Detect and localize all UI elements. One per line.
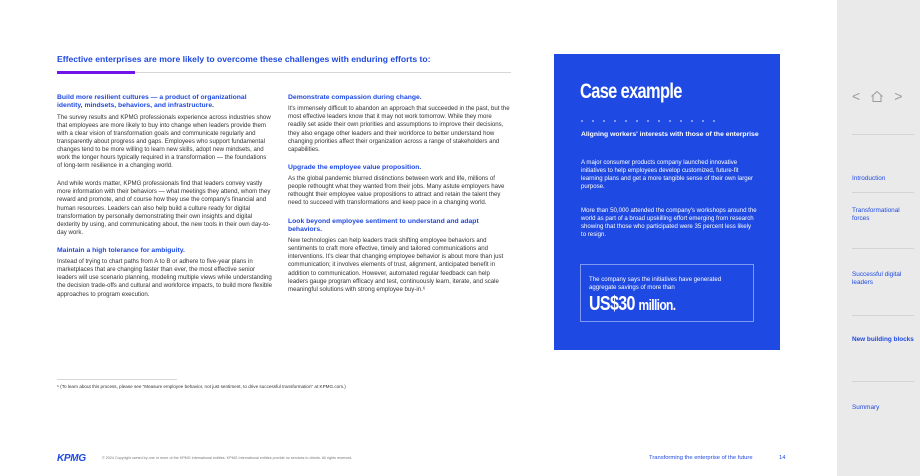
section-heading: Maintain a high tolerance for ambiguity. [57,246,185,254]
sidebar-divider [852,134,914,135]
savings-text: The company says the initiatives have generated aggregate savings of more than [589,276,722,292]
section-employee-sentiment [288,218,510,294]
sidebar-item-successful-digital-leaders[interactable]: Successful digital leaders [852,271,902,286]
savings-amount-unit: million. [638,297,676,314]
body-paragraph: The survey results and KPMG professionals experience across industries show that employees are more likely to buy into change when leaders provide them with a clear vision of transformation goals and communicate regularly and transparently about progress and gaps. Employees who support fundamental changes tend to be more willing to learn new skills, adopt new mindsets, and work the longer hours typically required in a transformation — the foundations of long-term resilience in a changing world. [57,113,271,170]
footnote-rule [57,379,177,380]
sidebar-item-new-building-blocks[interactable]: New building blocks [852,336,914,343]
case-paragraph: A major consumer products company launched innovative initiatives to help employees develop customized, future-fit learning plans and get a more tangible sense of their own larger purpose. [581,159,754,191]
section-value-proposition [288,164,510,208]
body-paragraph: And while words matter, KPMG professionals find that leaders convey vastly more information with their behaviors — what meetings they attend, whom they reward and promote, and of course how they use the company's financial and human resources. Leaders can also help build a culture ready for digital transformation by personally demonstrating their own insights and digital dexterity by using, and communicating about, the new tools in their own day-to-day work. [57,180,271,236]
sidebar-divider [852,381,914,382]
copyright-text: © 2024 Copyright owned by one or more of the KPMG International entities. KPMG International entities provide no services to clients. All rights reserved. [102,456,353,460]
savings-amount [589,293,675,316]
sidebar-divider [852,315,914,316]
page-title: Effective enterprises are more likely to overcome these challenges with enduring efforts to: [57,54,431,64]
body-paragraph: Instead of trying to chart paths from A to B or adhere to five-year plans in marketplaces that are changing faster than ever, the most effective senior leaders will use scenario planning, modeling multiple views while understanding the decision trade-offs and cultural and workforce impacts, to build more flexible approaches to program execution. [57,258,272,298]
case-example-subtitle: Aligning workers' interests with those of the enterprise [581,131,759,138]
home-icon[interactable] [870,90,884,103]
section-compassion [288,94,510,154]
section-heading: Build more resilient cultures — a product of organizational identity, mindsets, behaviors, and infrastructure. [57,94,247,110]
sidebar-nav [837,0,920,476]
left-column [57,94,273,309]
section-heading: Demonstrate compassion during change. [288,94,422,101]
kpmg-logo: KPMG [57,453,86,464]
sidebar-divider [852,192,914,193]
case-paragraph: More than 50,000 attended the company's workshops around the world as part of a broad upskilling effort emerging from research showing that those who participated were 35 percent less likely to resign. [581,207,757,239]
savings-callout [580,264,754,322]
case-example-panel [554,54,780,350]
sidebar-item-introduction[interactable]: Introduction [852,175,886,182]
body-paragraph: It's immensely difficult to abandon an approach that succeeded in the past, but the most effective leaders know that it may not work tomorrow. While they more readily set aside their own priorities and assumptions to improve their decisions, they also engage other leaders and their workforce to better understand how changing priorities affect their organization across a range of stakeholders and capabilities. [288,105,510,153]
body-paragraph: New technologies can help leaders track shifting employee behaviors and sentiments to craft more effective, timely and tailored communications and interventions. It's clear that changing employee behavior is about more than just communication; it involves elements of trust, alignment, anticipated benefit in addition to communication. However, automated regular feedback can help leaders gauge program efficacy and test, continuously learn, iterate, and scale meaningful solutions with strong employee buy-in.⁶ [288,237,504,293]
page-number: 14 [779,455,786,461]
footnote: ⁶ (To learn about this process, please see "Measure employee behavior, not just sentiment, to drive successful transformation" at KPMG.com.) [57,384,346,389]
sidebar-divider [852,248,914,249]
title-accent-bar [57,71,135,74]
sidebar-item-transformational-forces[interactable]: Transformational forces [852,207,900,222]
middle-column [288,94,510,304]
chevron-left-icon[interactable]: < [852,88,861,104]
body-paragraph: As the global pandemic blurred distinctions between work and life, millions of people rethought what they wanted from their jobs. Many astute employers have rethought their employee value propositions to attract and retain the talent they need to succeed with transformations and keep pace in a changing world. [288,175,505,207]
chevron-right-icon[interactable]: > [894,88,903,104]
case-example-title: Case example [580,80,682,103]
document-title-link[interactable]: Transforming the enterprise of the future [649,455,753,461]
nav-controls [852,88,902,104]
savings-amount-value: US$30 [589,293,635,315]
section-heading: Upgrade the employee value proposition. [288,163,422,171]
dotted-divider [581,120,715,122]
section-resilient-cultures [57,94,273,237]
section-ambiguity [57,247,273,299]
section-heading: Look beyond employee sentiment to understand and adapt behaviors. [288,217,479,233]
sidebar-item-summary[interactable]: Summary [852,404,880,411]
